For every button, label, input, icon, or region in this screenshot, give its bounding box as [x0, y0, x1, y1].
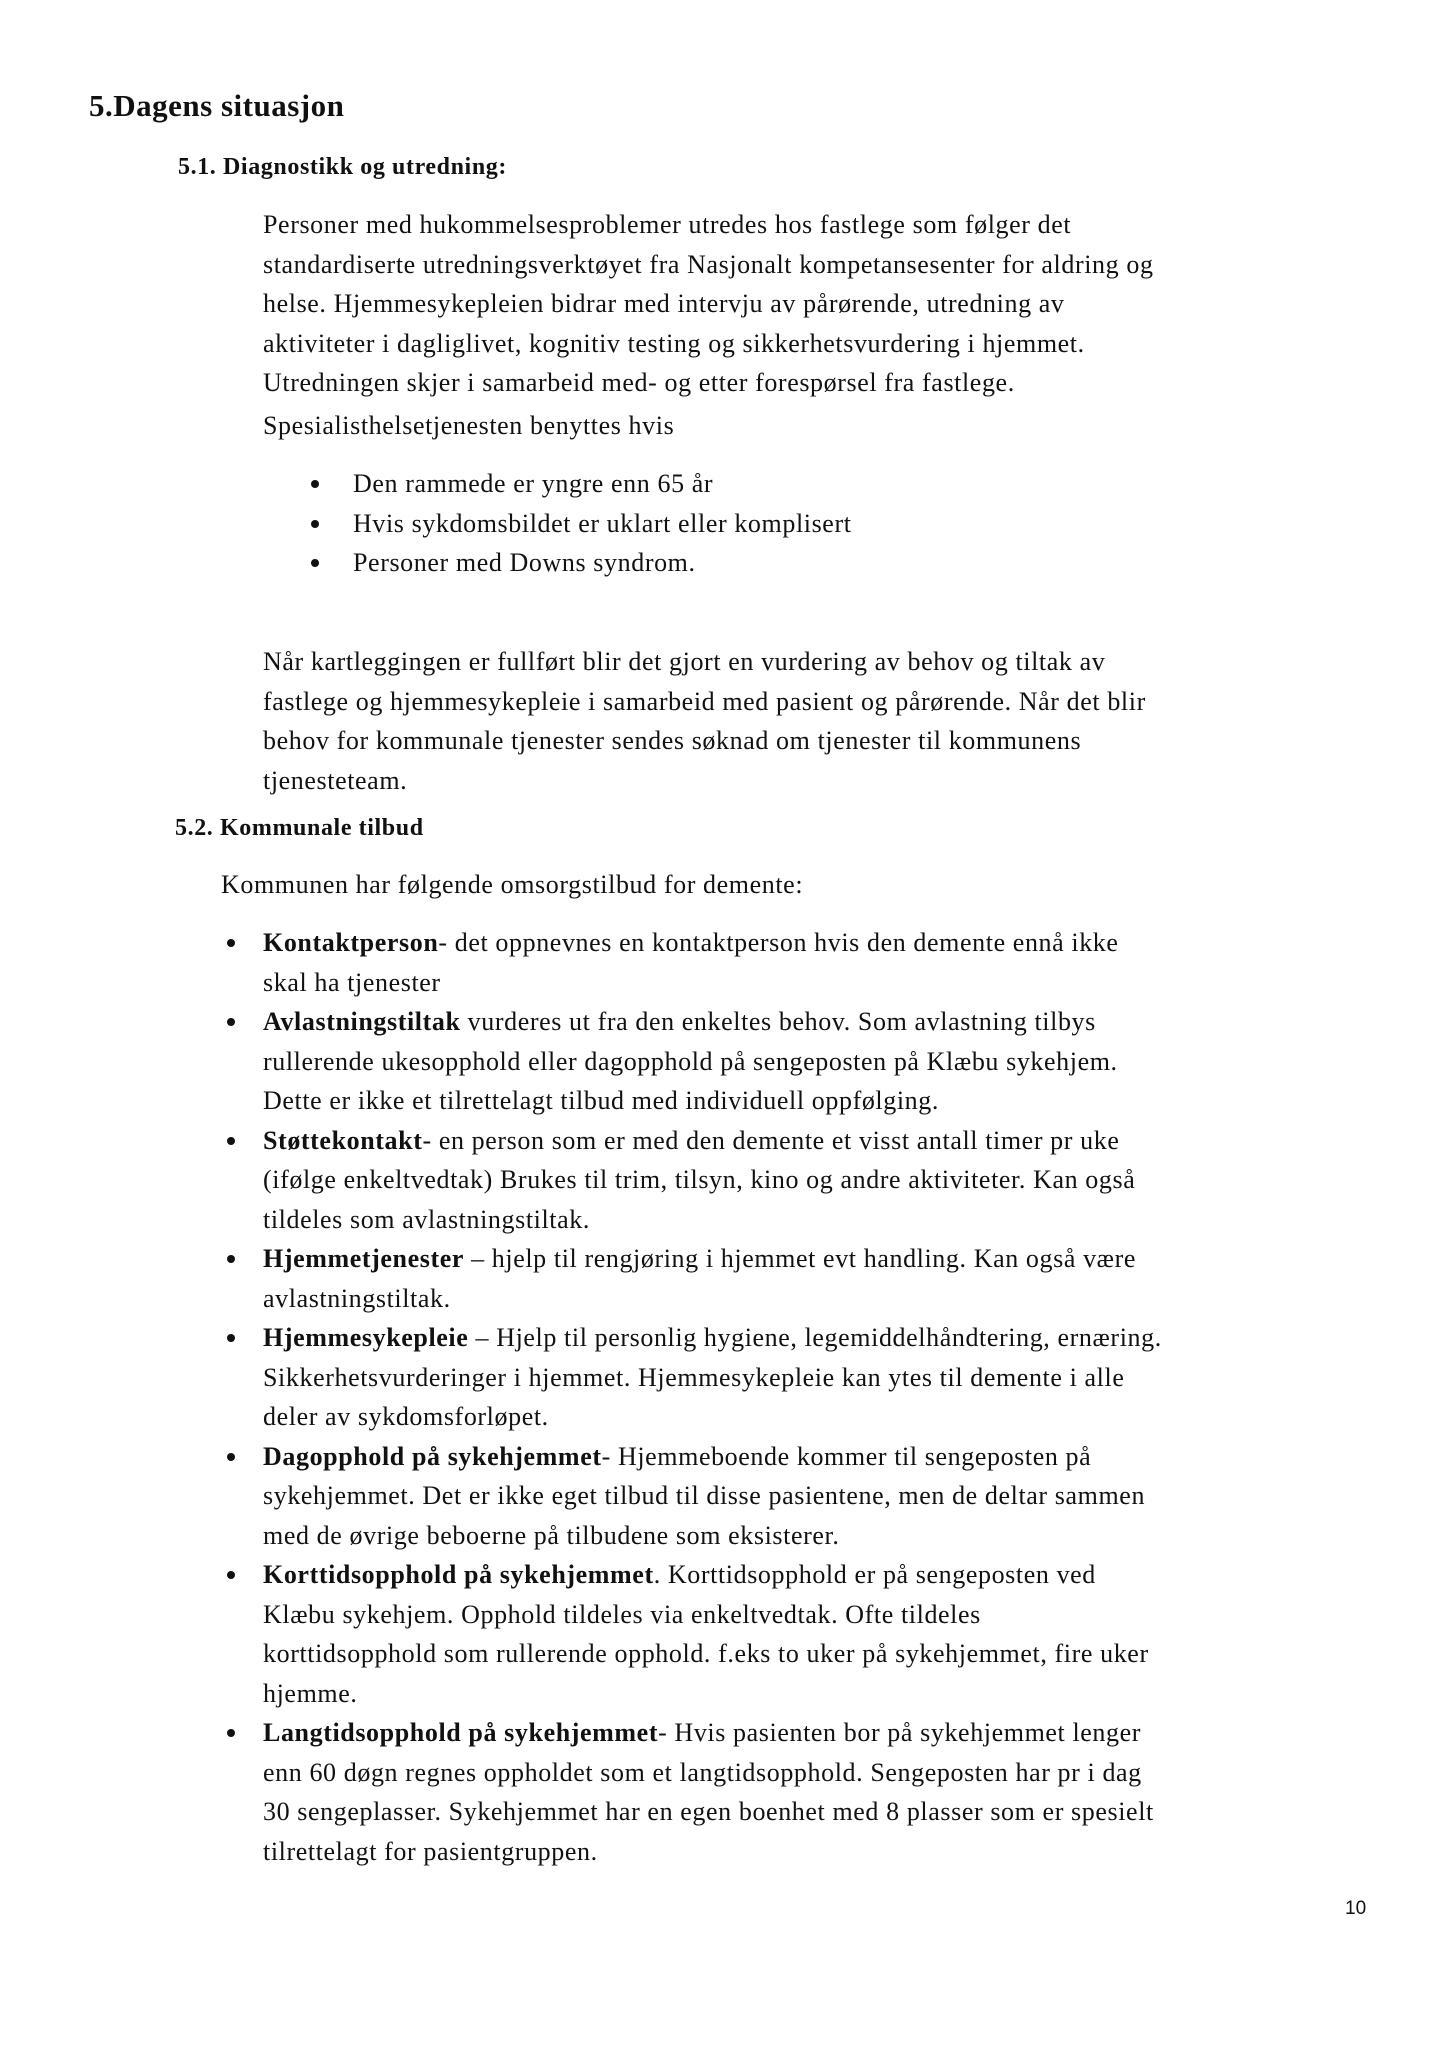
text: med de øvrige beboerne på tilbudene som eksisterer.: [263, 1520, 840, 1550]
bullet-icon: [311, 480, 319, 488]
page-number: 10: [1345, 1898, 1367, 1919]
text: - Hjemmeboende kommer til sengeposten på: [601, 1441, 1092, 1471]
specialist-intro: Spesialisthelsetjenesten benyttes hvis: [263, 411, 675, 440]
term: Kontaktperson: [263, 928, 439, 957]
bullet-icon: [227, 939, 235, 947]
bullet-icon: [227, 1255, 235, 1263]
bullet-icon: [227, 1571, 235, 1579]
line: Personer med hukommelsesproblemer utredes hos fastlege som følger det: [263, 210, 1072, 239]
term: Avlastningstiltak: [263, 1007, 461, 1036]
text: tilrettelagt for pasientgruppen.: [263, 1836, 598, 1866]
text: Sikkerhetsvurderinger i hjemmet. Hjemmesykepleie kan ytes til demente i alle: [263, 1362, 1125, 1392]
list-item-kontaktperson: [263, 923, 1162, 1002]
text: 30 sengeplasser. Sykehjemmet har en egen boenhet med 8 plasser som er spesielt: [263, 1797, 1154, 1826]
line: Utredningen skjer i samarbeid med- og etter forespørsel fra fastlege.: [263, 368, 1015, 397]
term: Langtidsopphold på sykehjemmet: [263, 1718, 659, 1747]
line: behov for kommunale tjenester sendes søknad om tjenester til kommunens: [263, 726, 1082, 755]
specialist-criteria-list: [353, 464, 852, 583]
text: - det oppnevnes en kontaktperson hvis den demente ennå ikke: [438, 928, 1119, 957]
kommunale-tilbud-list: [263, 923, 1162, 1871]
list-item-hjemmetjenester: [263, 1239, 1162, 1318]
paragraph-diagnostikk: [263, 205, 1154, 403]
text: sykehjemmet. Det er ikke eget tilbud til disse pasientene, men de deltar sammen: [263, 1481, 1146, 1510]
bullet-icon: [227, 1453, 235, 1461]
list-item-dagopphold: [263, 1437, 1162, 1556]
kommunale-intro: Kommunen har følgende omsorgstilbud for demente:: [221, 870, 804, 899]
text: - en person som er med den demente et visst antall timer pr uke: [422, 1125, 1120, 1155]
list-item: [353, 464, 852, 504]
text: Klæbu sykehjem. Opphold tildeles via enkeltvedtak. Ofte tildeles: [263, 1599, 981, 1629]
term: Støttekontakt: [263, 1125, 423, 1155]
line: standardiserte utredningsverktøyet fra Nasjonalt kompetansesenter for aldring og: [263, 249, 1154, 279]
line: fastlege og hjemmesykepleie i samarbeid med pasient og pårørende. Når det blir: [263, 686, 1146, 716]
term: Korttidsopphold på sykehjemmet: [263, 1560, 654, 1589]
text: deler av sykdomsforløpet.: [263, 1402, 549, 1431]
term: Dagopphold på sykehjemmet: [263, 1441, 602, 1471]
bullet-icon: [227, 1137, 235, 1145]
line: tjenesteteam.: [263, 765, 408, 795]
bullet-icon: [311, 559, 319, 567]
subsection-title-kommunale-tilbud: 5.2. Kommunale tilbud: [175, 815, 424, 841]
text: avlastningstiltak.: [263, 1283, 451, 1313]
section-title: 5.Dagens situasjon: [89, 88, 345, 123]
bullet-icon: [227, 1018, 235, 1026]
bullet-icon: [227, 1334, 235, 1342]
list-item-korttidsopphold: [263, 1555, 1162, 1713]
text: (ifølge enkeltvedtak) Brukes til trim, tilsyn, kino og andre aktiviteter. Kan også: [263, 1165, 1136, 1194]
line: helse. Hjemmesykepleien bidrar med intervju av pårørende, utredning av: [263, 289, 1065, 318]
bullet-icon: [227, 1729, 235, 1737]
text: – hjelp til rengjøring i hjemmet evt handling. Kan også være: [464, 1244, 1137, 1273]
paragraph-kartlegging: [263, 642, 1146, 800]
text: rullerende ukesopphold eller dagopphold på sengeposten på Klæbu sykehjem.: [263, 1046, 1118, 1076]
list-item-text: Den rammede er yngre enn 65 år: [353, 469, 714, 498]
text: enn 60 døgn regnes oppholdet som et langtidsopphold. Sengeposten har pr i dag: [263, 1757, 1142, 1787]
list-item: [353, 543, 852, 583]
list-item-langtidsopphold: [263, 1713, 1162, 1871]
bullet-icon: [311, 520, 319, 528]
text: korttidsopphold som rullerende opphold. f.eks to uker på sykehjemmet, fire uker: [263, 1639, 1149, 1668]
text: vurderes ut fra den enkeltes behov. Som avlastning tilbys: [460, 1007, 1096, 1036]
subsection-title-diagnostikk: 5.1. Diagnostikk og utredning:: [178, 154, 507, 180]
list-item-text: Hvis sykdomsbildet er uklart eller komplisert: [353, 508, 852, 538]
text: . Korttidsopphold er på sengeposten ved: [653, 1560, 1096, 1589]
list-item-stottekontakt: [263, 1121, 1162, 1240]
list-item: [353, 504, 852, 544]
text: - Hvis pasienten bor på sykehjemmet lenger: [658, 1718, 1142, 1747]
text: hjemme.: [263, 1678, 358, 1708]
text: – Hjelp til personlig hygiene, legemiddelhåndtering, ernæring.: [468, 1323, 1162, 1352]
line: Når kartleggingen er fullført blir det gjort en vurdering av behov og tiltak av: [263, 647, 1106, 676]
term: Hjemmesykepleie: [263, 1323, 469, 1352]
text: tildeles som avlastningstiltak.: [263, 1204, 590, 1234]
list-item-text: Personer med Downs syndrom.: [353, 548, 696, 577]
list-item-hjemmesykepleie: [263, 1318, 1162, 1437]
line: aktiviteter i dagliglivet, kognitiv testing og sikkerhetsvurdering i hjemmet.: [263, 328, 1085, 358]
term: Hjemmetjenester: [263, 1244, 464, 1273]
text: Dette er ikke et tilrettelagt tilbud med individuell oppfølging.: [263, 1086, 939, 1115]
list-item-avlastningstiltak: [263, 1002, 1162, 1121]
text: skal ha tjenester: [263, 967, 441, 997]
